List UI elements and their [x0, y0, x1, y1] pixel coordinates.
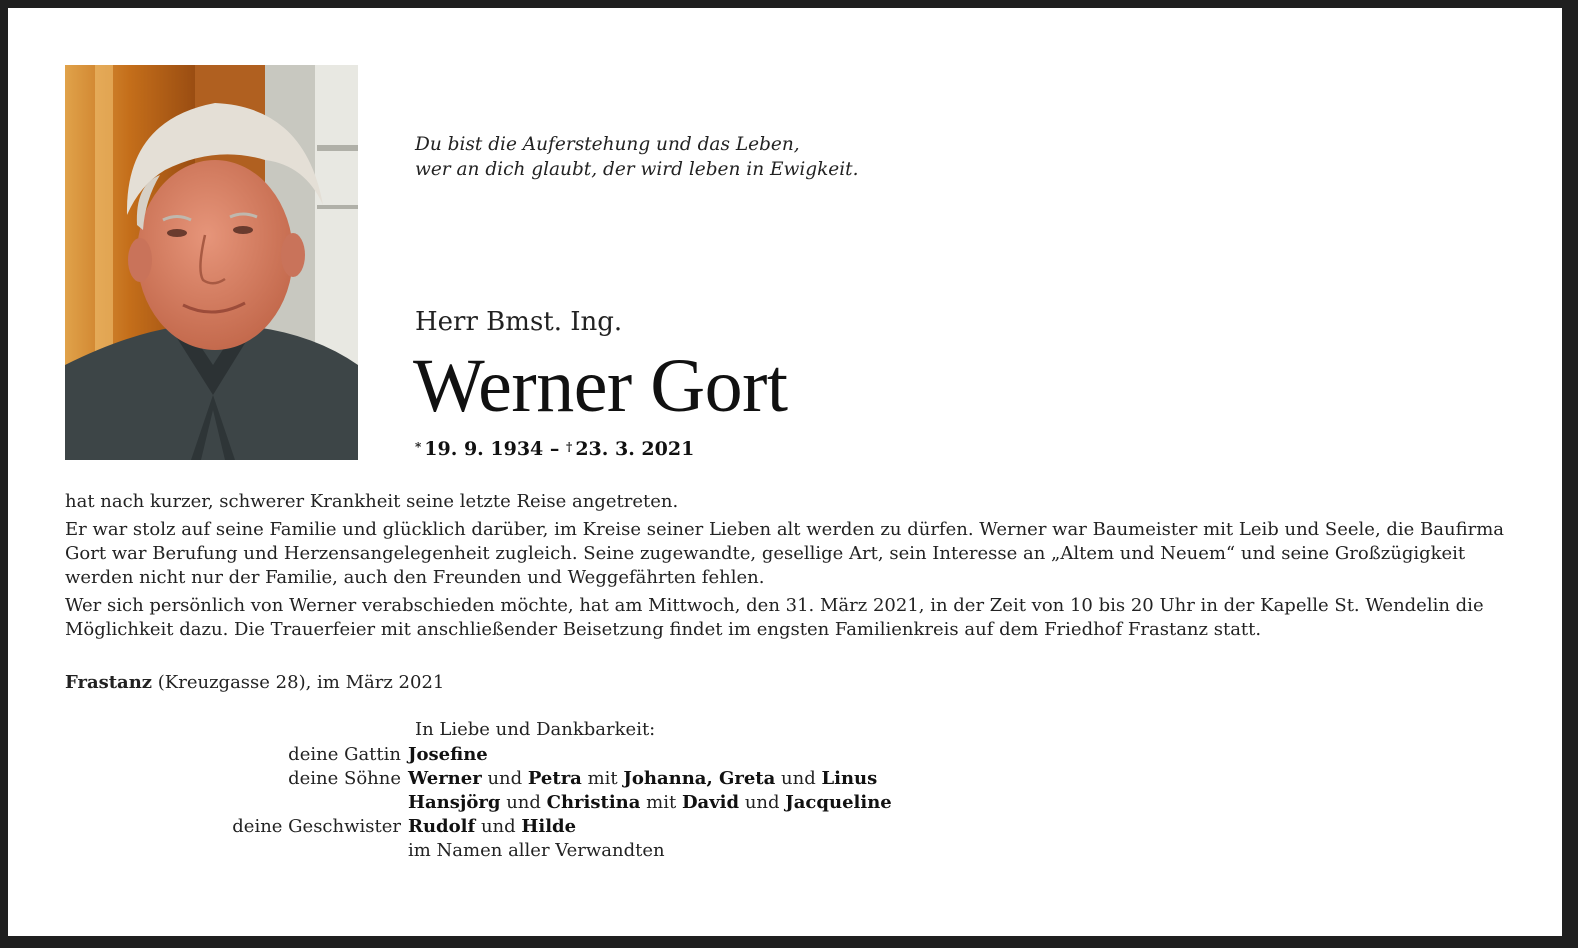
family-row-sons — [108, 767, 892, 791]
family-list — [108, 743, 892, 863]
paragraph: hat nach kurzer, schwerer Krankheit seine letzte Reise angetreten. — [65, 491, 679, 512]
family-row-relatives — [108, 839, 892, 863]
son-name: Hansjörg — [408, 792, 501, 813]
conjunction: mit — [640, 792, 682, 813]
family-label: deine Geschwister — [232, 816, 401, 837]
verse-line: Du bist die Auferstehung und das Leben, — [415, 134, 800, 155]
family-names — [408, 767, 877, 791]
grandchild-name: Johanna, Greta — [623, 768, 776, 789]
partner-name: Christina — [546, 792, 641, 813]
sibling-name: Hilde — [521, 816, 577, 837]
conjunction: und — [475, 816, 522, 837]
family-label: deine Söhne — [288, 768, 401, 789]
deceased-name: Werner Gort — [413, 344, 788, 428]
signature-intro: In Liebe und Dankbarkeit: — [415, 719, 656, 740]
birth-symbol: * — [415, 440, 422, 454]
family-row-sons-2 — [108, 791, 892, 815]
family-row-spouse — [108, 743, 892, 767]
conjunction: mit — [581, 768, 624, 789]
partner-name: Petra — [527, 768, 582, 789]
conjunction: und — [500, 792, 547, 813]
grandchild-name: Jacqueline — [785, 792, 892, 813]
son-name: Werner — [408, 768, 482, 789]
relatives-line: im Namen aller Verwandten — [408, 840, 665, 861]
family-names — [408, 743, 488, 767]
sibling-name: Rudolf — [408, 816, 476, 837]
paragraph: Er war stolz auf seine Familie und glücklich darüber, im Kreise seiner Lieben alt werden zu dürfen. Werner war Baumeister mit Leib und Seele, die Baufirma Gort war Berufung und Herzensangelegenheit zugleich. Seine zugewandte, gesellige Art, sein Interesse an „Altem und Neuem“ und seine Großzügigkeit werden nicht nur der Familie, auch den Freunden und Weggefährten fehlen. — [65, 519, 1505, 588]
verse-line: wer an dich glaubt, der wird leben in Ewigkeit. — [415, 159, 859, 180]
conjunction: und — [775, 768, 822, 789]
family-names — [408, 791, 892, 815]
obituary-text — [65, 490, 1525, 646]
family-names — [408, 815, 576, 839]
conjunction: und — [481, 768, 528, 789]
grandchild-name: Linus — [821, 768, 878, 789]
family-label-empty — [108, 791, 408, 815]
spouse-name: Josefine — [408, 744, 488, 765]
paragraph: Wer sich persönlich von Werner verabschieden möchte, hat am Mittwoch, den 31. März 2021, in der Zeit von 10 bis 20 Uhr in der Kapelle St. Wendelin die Möglichkeit dazu. Die Trauerfeier mit anschließender Beisetzung findet im engsten Familienkreis auf dem Friedhof Frastanz statt. — [65, 595, 1484, 640]
address-date: (Kreuzgasse 28), im März 2021 — [152, 672, 445, 693]
date-separator: – — [543, 438, 567, 460]
death-date: 23. 3. 2021 — [575, 438, 695, 460]
honorific-title: Herr Bmst. Ing. — [415, 307, 623, 337]
life-dates — [415, 438, 694, 460]
portrait-photo — [65, 65, 358, 460]
conjunction: und — [739, 792, 786, 813]
family-label: deine Gattin — [288, 744, 401, 765]
portrait-photo-icon — [65, 65, 358, 460]
family-row-siblings — [108, 815, 892, 839]
birth-date: 19. 9. 1934 — [424, 438, 544, 460]
bible-verse — [415, 132, 858, 182]
place-date-line — [65, 671, 444, 695]
grandchild-name: David — [681, 792, 740, 813]
family-label-empty — [108, 839, 408, 863]
town-name: Frastanz — [65, 672, 153, 693]
death-symbol: † — [566, 440, 573, 454]
obituary-sheet — [8, 8, 1562, 936]
